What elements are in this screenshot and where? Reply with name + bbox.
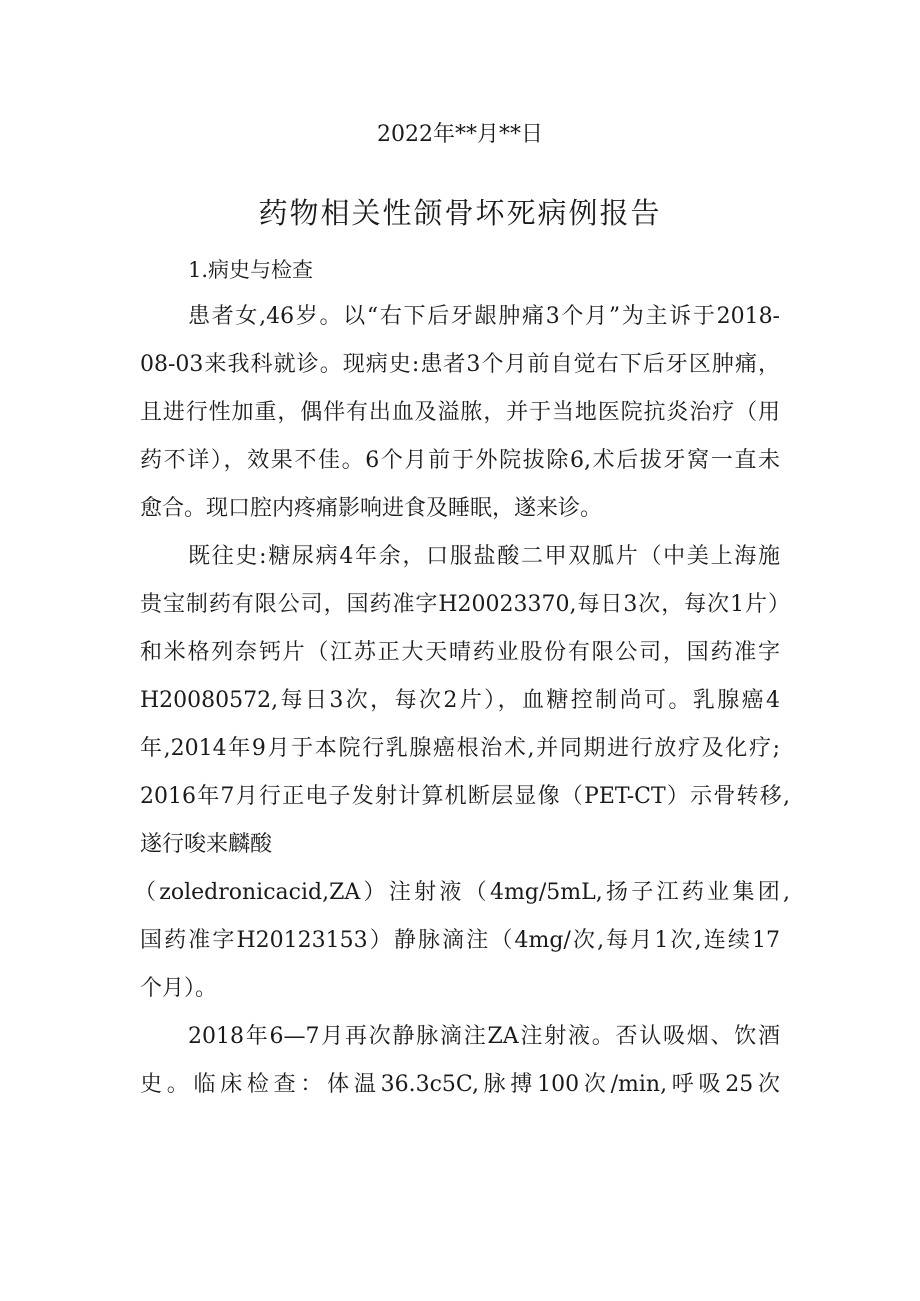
paragraph-line: 遂行唆来麟酸 [140,832,273,857]
paragraph-line: 贵宝制药有限公司，国药准字H20023370,每日3次，每次1片） [140,592,790,617]
paragraph-line: 2018年6—7月再次静脉滴注ZA注射液。否认吸烟、饮酒 [188,1024,780,1049]
paragraph-line: 史。临床检查：体温36.3c5C,脉搏100次/min,呼吸25次 [140,1072,780,1097]
paragraph-line: 国药准字H20123153）静脉滴注（4mg/次,每月1次,连续17 [140,928,780,953]
paragraph-line: 既往史:糖尿病4年余，口服盐酸二甲双胍片（中美上海施 [188,544,780,569]
document-date: 2022年**月**日 [377,122,543,147]
paragraph-line: 个月）。 [140,976,218,1001]
paragraph-line: 2016年7月行正电子发射计算机断层显像（PET-CT）示骨转移, [140,784,790,809]
paragraph-line: 愈合。现口腔内疼痛影响进食及睡眠，遂来诊。 [140,496,603,521]
paragraph-line: 和米格列奈钙片（江苏正大天晴药业股份有限公司，国药准字 [140,640,780,665]
paragraph-line: 年,2014年9月于本院行乳腺癌根治术,并同期进行放疗及化疗; [140,736,780,761]
section-heading: 1.病史与检查 [188,258,314,282]
document-title: 药物相关性颌骨坏死病例报告 [258,196,662,230]
paragraph-line: 药不详），效果不佳。6个月前于外院拔除6,术后拔牙窝一直未 [140,448,780,473]
paragraph-line: 且进行性加重，偶伴有出血及溢脓，并于当地医院抗炎治疗（用 [140,400,780,425]
paragraph-line: （zoledronicacid,ZA）注射液（4mg/5mL,扬子江药业集团, [134,880,790,905]
paragraph-line: 08-03来我科就诊。现病史:患者3个月前自觉右下后牙区肿痛， [140,352,780,377]
paragraph-line: 患者女,46岁。以“右下后牙龈肿痛3个月”为主诉于2018- [188,304,780,329]
paragraph-line: H20080572,每日3次，每次2片），血糖控制尚可。乳腺癌4 [140,688,780,713]
